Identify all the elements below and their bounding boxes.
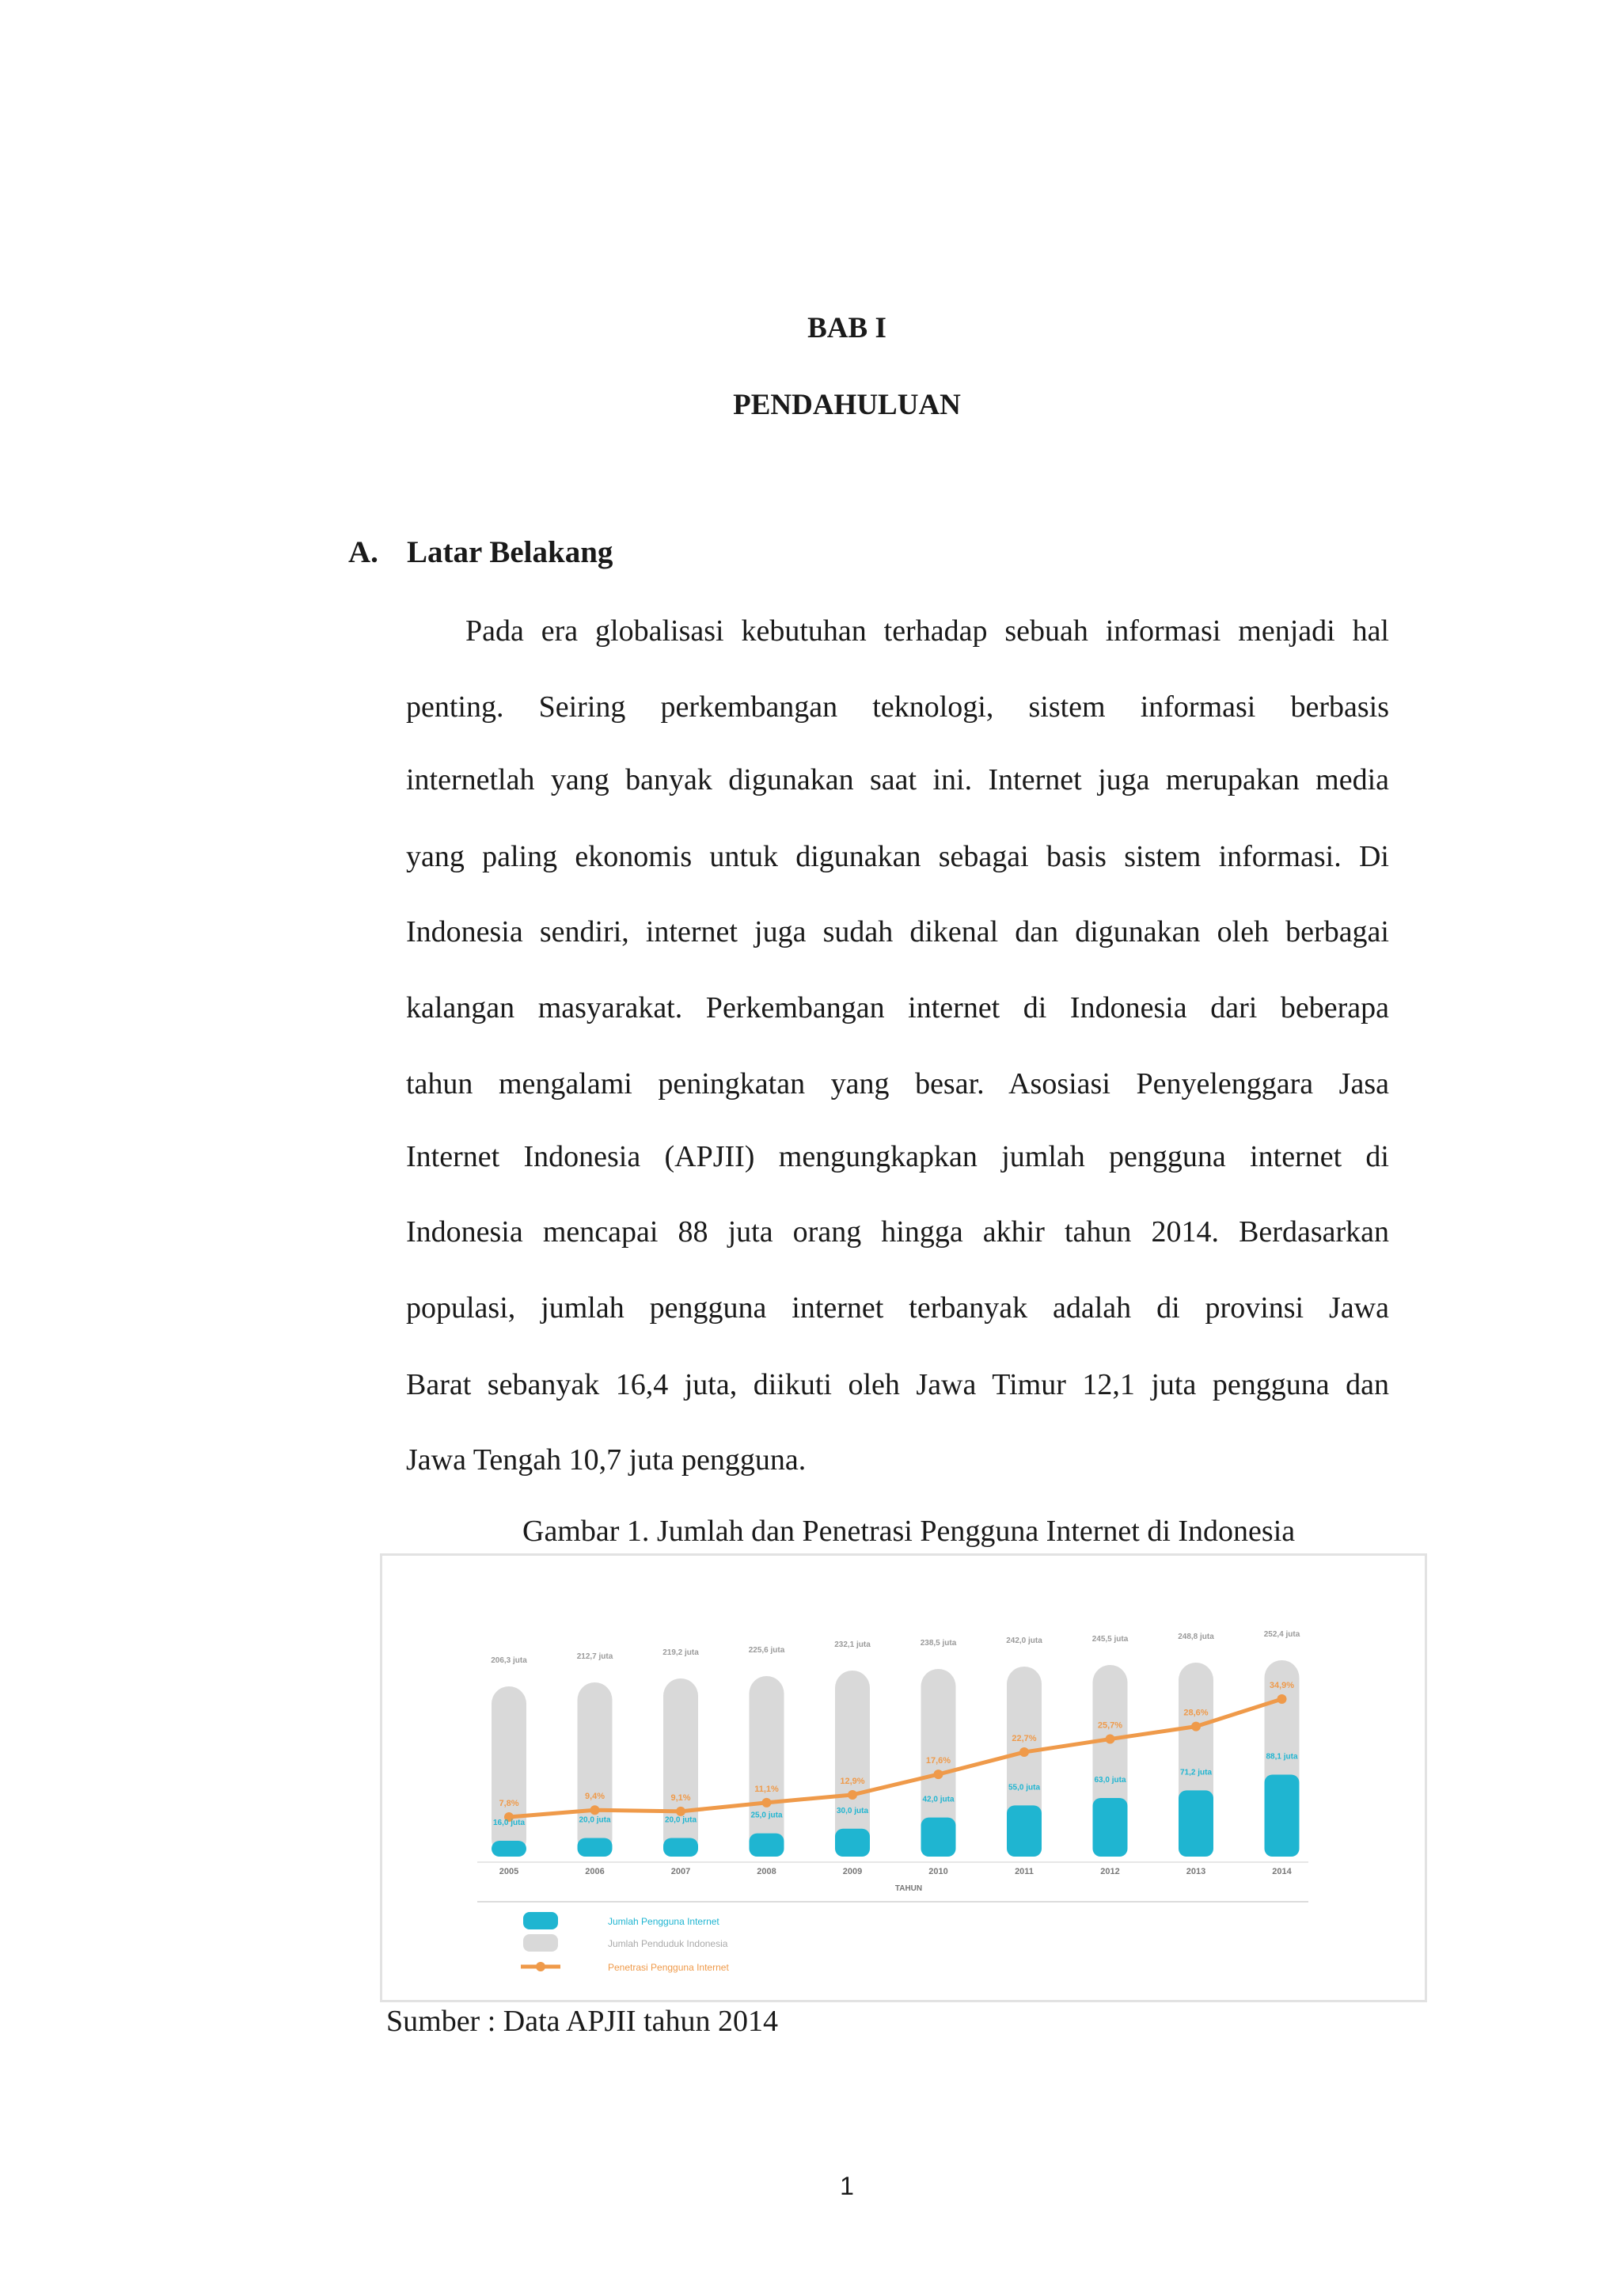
legend-swatch-users [523,1912,558,1929]
users-label: 25,0 juta [750,1811,783,1820]
legend-label-users: Jumlah Pengguna Internet [608,1916,719,1927]
users-bar [1179,1790,1213,1857]
penetration-point [676,1807,685,1816]
users-label: 55,0 juta [1008,1783,1041,1792]
paragraph-line: internetlah yang banyak digunakan saat ini. Internet juga merupakan media [406,763,1389,796]
users-bar [663,1838,698,1857]
users-bar [492,1841,526,1857]
penetration-label: 9,1% [670,1792,691,1803]
penetration-label: 25,7% [1097,1720,1123,1731]
chapter-title: PENDAHULUAN [733,389,961,421]
users-label: 42,0 juta [922,1795,955,1804]
penetration-point [1106,1735,1115,1744]
x-tick-label: 2005 [499,1867,519,1876]
paragraph-line: populasi, jumlah pengguna internet terbanyak adalah di provinsi Jawa [406,1291,1389,1325]
x-tick-label: 2010 [928,1867,948,1876]
paragraph-line: Jawa Tengah 10,7 juta pengguna. [406,1443,807,1477]
penetration-label: 22,7% [1012,1734,1037,1744]
section-title: Latar Belakang [407,535,613,569]
x-axis-title: TAHUN [894,1884,923,1893]
penetration-point [1191,1722,1201,1732]
users-label: 20,0 juta [579,1815,611,1825]
users-bar [1265,1774,1300,1857]
users-label: 20,0 juta [664,1815,697,1825]
population-bar [663,1678,698,1857]
users-label: 16,0 juta [492,1819,526,1827]
penetration-point [762,1798,772,1808]
penetration-label: 7,8% [499,1799,519,1808]
x-tick-label: 2012 [1100,1867,1120,1876]
penetration-label: 34,9% [1269,1680,1295,1690]
population-label: 212,7 juta [576,1652,613,1661]
population-label: 238,5 juta [920,1639,957,1648]
legend-swatch-penetration-point [536,1962,545,1971]
users-label: 63,0 juta [1094,1775,1126,1785]
penetration-label: 11,1% [754,1784,779,1794]
paragraph-line: Indonesia sendiri, internet juga sudah dikenal dan digunakan oleh berbagai [406,915,1389,948]
penetration-label: 17,6% [925,1756,951,1766]
legend-label-penetration: Penetrasi Pengguna Internet [608,1962,729,1973]
chapter-heading: BAB I [807,312,886,344]
paragraph-line: penting. Seiring perkembangan teknologi, sistem informasi berbasis [406,690,1389,724]
users-bar [1007,1805,1042,1857]
paragraph-line: yang paling ekonomis untuk digunakan sebagai basis sistem informasi. Di [406,840,1389,873]
figure-source: Sumber : Data APJII tahun 2014 [386,2005,779,2038]
population-label: 225,6 juta [748,1646,785,1655]
paragraph-line: kalangan masyarakat. Perkembangan internet di Indonesia dari beberapa [406,991,1389,1024]
penetration-label: 9,4% [584,1792,606,1802]
population-bar [578,1682,613,1857]
penetration-line [509,1699,1282,1817]
section-heading [348,534,613,570]
penetration-point [1019,1747,1029,1757]
legend-label-population: Jumlah Penduduk Indonesia [608,1938,728,1949]
paragraph-line: Pada era globalisasi kebutuhan terhadap sebuah informasi menjadi hal [465,614,1389,648]
population-label: 252,4 juta [1263,1630,1300,1639]
paragraph-line: tahun mengalami peningkatan yang besar. Asosiasi Penyelenggara Jasa [406,1067,1389,1100]
population-label: 219,2 juta [662,1648,699,1657]
x-tick-label: 2011 [1015,1867,1034,1876]
users-label: 71,2 juta [1179,1768,1213,1777]
figure-caption: Gambar 1. Jumlah dan Penetrasi Pengguna Internet di Indonesia [522,1515,1296,1548]
x-tick-label: 2014 [1272,1867,1292,1876]
population-label: 242,0 juta [1006,1636,1042,1645]
figure-chart [380,1553,1427,2002]
x-tick-label: 2008 [757,1867,776,1876]
users-label: 88,1 juta [1266,1752,1298,1762]
users-bar [1093,1798,1128,1857]
chart-svg [382,1556,1425,2000]
x-tick-label: 2013 [1186,1867,1206,1876]
x-tick-label: 2006 [585,1867,605,1876]
users-bar [835,1829,870,1857]
population-label: 245,5 juta [1091,1635,1129,1644]
users-bar [921,1818,956,1857]
population-bar [750,1676,784,1857]
users-bar [578,1838,613,1857]
penetration-point [590,1805,600,1815]
penetration-point [1277,1694,1287,1704]
legend-swatch-population [523,1934,558,1952]
paragraph-line: Barat sebanyak 16,4 juta, diikuti oleh Jawa Timur 12,1 juta pengguna dan [406,1368,1389,1401]
paragraph-line: Indonesia mencapai 88 juta orang hingga akhir tahun 2014. Berdasarkan [406,1215,1389,1249]
users-bar [750,1834,784,1857]
population-bar [492,1686,526,1857]
penetration-label: 28,6% [1183,1708,1209,1718]
page-number: 1 [840,2172,854,2200]
x-tick-label: 2009 [842,1867,863,1876]
users-label: 30,0 juta [836,1806,869,1815]
penetration-label: 12,9% [840,1776,865,1786]
population-label: 248,8 juta [1178,1633,1214,1641]
x-tick-label: 2007 [670,1867,691,1876]
penetration-point [848,1790,857,1800]
penetration-point [934,1770,943,1779]
paragraph-line: Internet Indonesia (APJII) mengungkapkan jumlah pengguna internet di [406,1140,1389,1173]
section-number: A. [348,535,378,569]
population-label: 206,3 juta [491,1656,527,1665]
population-label: 232,1 juta [834,1640,871,1649]
